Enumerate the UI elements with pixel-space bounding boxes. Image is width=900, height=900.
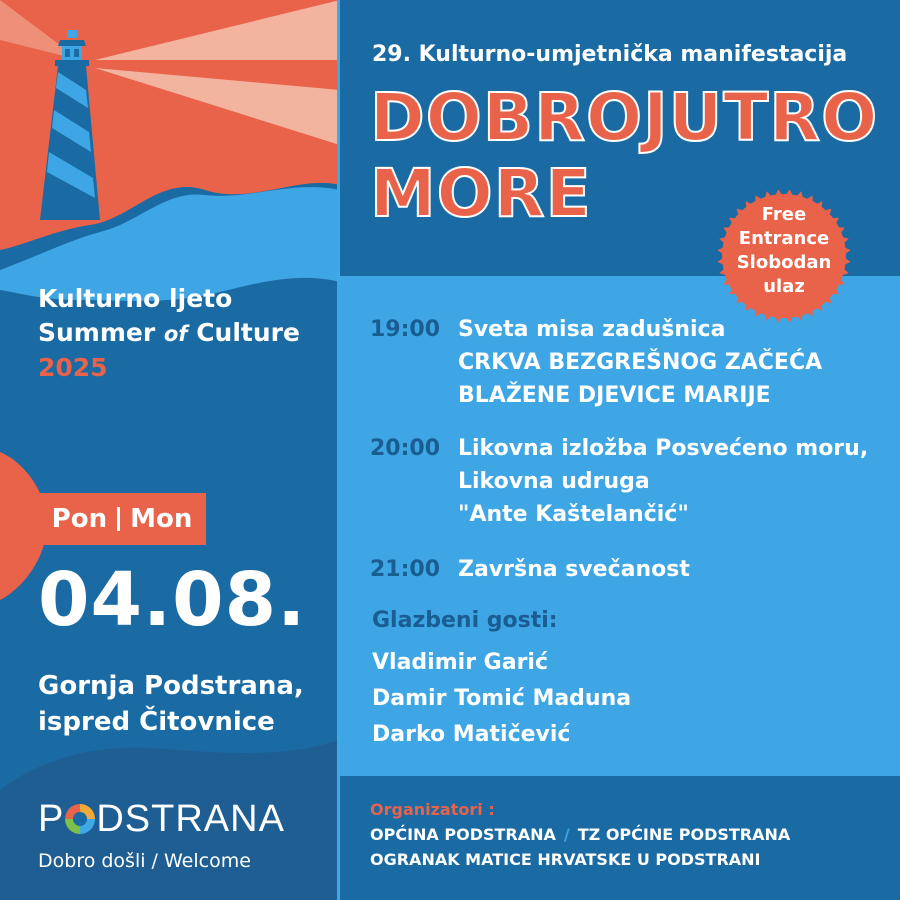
culture-title-en (38, 316, 300, 351)
program-description (458, 432, 868, 531)
music-guests-list (372, 645, 631, 753)
organizer-name: TZ OPĆINE PODSTRANA (577, 825, 791, 844)
stamp-line-4: ulaz (763, 276, 805, 297)
culture-culture: Culture (196, 318, 300, 347)
culture-summer: Summer (38, 318, 156, 347)
program-line: Likovna izložba Posvećeno moru, (458, 436, 869, 461)
program-line: Likovna udruga (458, 469, 650, 494)
logo-letters: DSTRANA (96, 798, 285, 840)
title-line-1: DOBROJUTRO (370, 79, 879, 156)
festival-year: 2025 (38, 353, 108, 382)
welcome-text: Dobro došli / Welcome (38, 850, 251, 872)
music-guests-heading: Glazbeni gosti: (372, 608, 558, 633)
weekday-separator (117, 507, 120, 531)
stamp-line-1: Free (761, 204, 807, 225)
logo-letter-p: P (38, 798, 65, 840)
podstrana-logo-icon (38, 798, 285, 841)
program-description (458, 553, 690, 586)
title-line-2: MORE (370, 155, 592, 232)
program-time: 20:00 (369, 436, 440, 461)
program-line: Završna svečanost (458, 557, 690, 582)
program-time: 21:00 (369, 557, 440, 582)
organizer-name: OPĆINA PODSTRANA (370, 825, 556, 844)
weekday-hr: Pon (51, 504, 108, 534)
festival-subtitle: 29. Kulturno-umjetnička manifestacija (372, 42, 848, 67)
weekday-en: Mon (130, 504, 193, 534)
program-line: CRKVA BEZGREŠNOG ZAČEĆA (458, 350, 823, 375)
program-line: Sveta misa zadušnica (458, 317, 726, 342)
organizers-line-1 (370, 825, 790, 844)
guest-name: Vladimir Garić (372, 650, 549, 675)
lighthouse-illustration (0, 0, 340, 900)
weekday-badge (38, 493, 206, 545)
free-entrance-stamp (716, 203, 852, 299)
organizers-line-2: OGRANAK MATICE HRVATSKE U PODSTRANI (370, 850, 761, 869)
logo-o-circle-icon (65, 804, 95, 834)
organizer-separator: / (563, 825, 570, 844)
culture-of: of (163, 322, 188, 346)
program-description (458, 313, 822, 412)
stamp-line-3: Slobodan (736, 252, 832, 273)
event-location (38, 668, 304, 740)
organizers-heading: Organizatori : (370, 800, 495, 819)
summer-of-culture-block (38, 282, 300, 385)
stamp-line-2: Entrance (738, 228, 830, 249)
location-line-2: ispred Čitovnice (38, 707, 275, 737)
event-date: 04.08. (38, 557, 307, 643)
program-line: BLAŽENE DJEVICE MARIJE (458, 383, 771, 408)
location-line-1: Gornja Podstrana, (38, 671, 304, 701)
culture-title-hr: Kulturno ljeto (38, 284, 233, 313)
guest-name: Darko Matičević (372, 722, 571, 747)
guest-name: Damir Tomić Maduna (372, 686, 632, 711)
program-line: "Ante Kaštelančić" (458, 502, 689, 527)
program-time: 19:00 (369, 317, 440, 342)
